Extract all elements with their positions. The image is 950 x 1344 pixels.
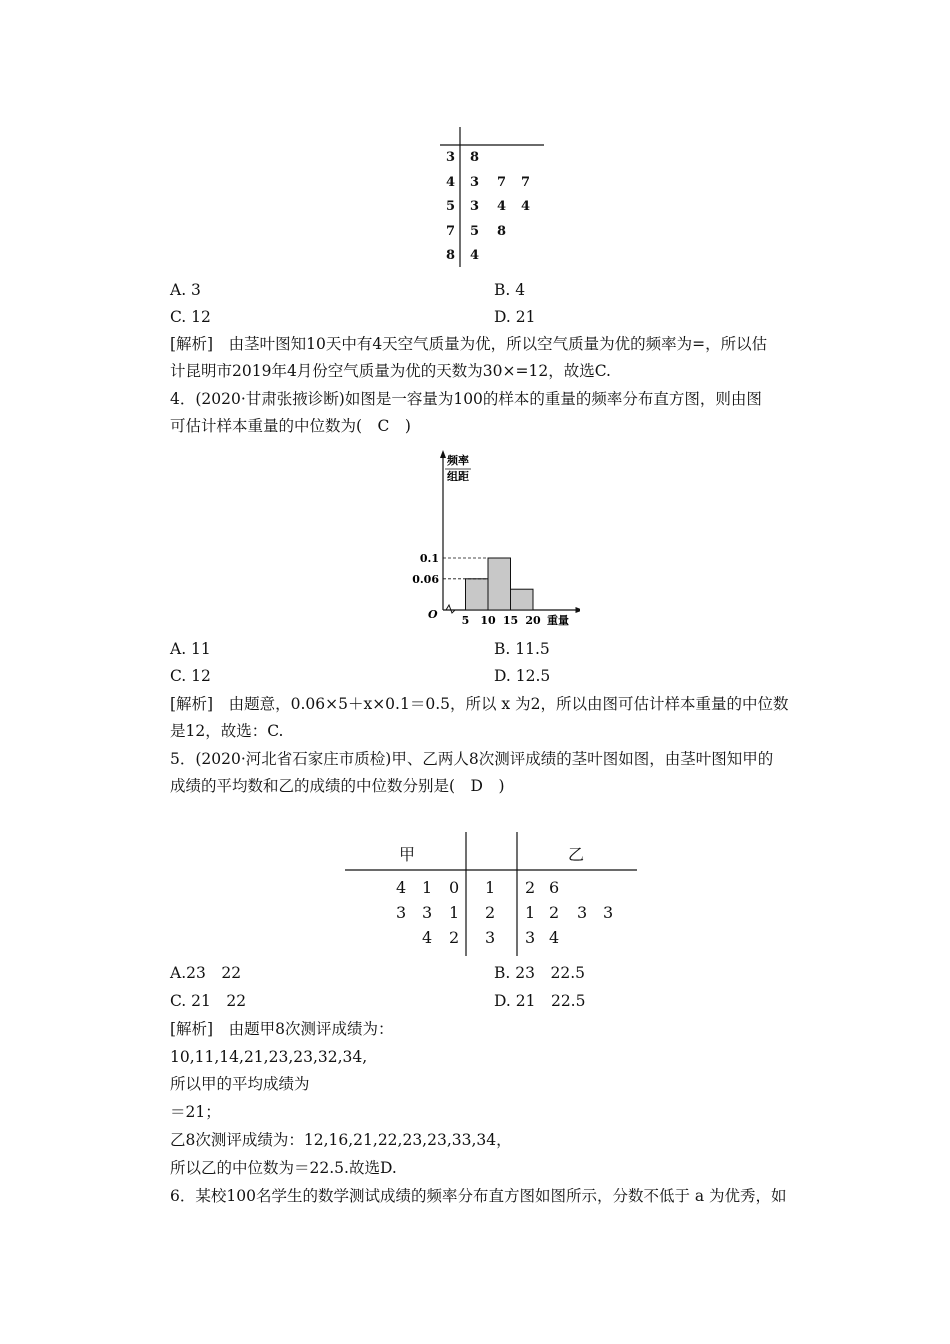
stem-leaf-1-leaf: 7 <box>497 174 507 190</box>
stem-leaf-2-left-leaf: 1 <box>422 878 433 897</box>
stem-leaf-2-right-leaf: 2 <box>525 878 536 897</box>
stem-leaf-1-lines <box>440 125 550 270</box>
q5-option-c: C. 21 22 <box>170 992 247 1010</box>
stem-leaf-2-stem: 1 <box>485 878 496 897</box>
stem-leaf-1-leaf: 4 <box>521 199 531 214</box>
stem-leaf-1-leaf: 5 <box>470 223 480 239</box>
histogram-y-tick-label: 0.06 <box>412 572 439 586</box>
q5-analysis-line4: ＝21； <box>170 1103 221 1121</box>
stem-leaf-2-stem: 2 <box>485 903 496 922</box>
stem-leaf-1-leaf: 7 <box>521 174 531 190</box>
histogram-x-tick-label: 20 <box>525 614 541 627</box>
histogram-y-tick-label: 0.1 <box>419 552 439 565</box>
histogram-x-tick-label: 10 <box>480 614 496 627</box>
histogram-ylabel-bottom: 组距 <box>447 470 469 483</box>
histogram-y-arrow <box>440 450 446 458</box>
histogram-origin-label: O <box>428 608 438 621</box>
histogram-bar <box>511 589 534 610</box>
histogram-x-tick-label: 5 <box>461 614 470 627</box>
stem-leaf-1-leaf: 4 <box>497 199 507 214</box>
histogram-axis-break <box>446 605 455 613</box>
q3-analysis-line1: [解析] 由茎叶图知10天中有4天空气质量为优，所以空气质量为优的频率为=，所以估 <box>170 335 768 353</box>
histogram-x-tick-label: 15 <box>502 614 519 627</box>
stem-leaf-2-stem: 3 <box>485 928 496 947</box>
q5-option-d: D. 21 22.5 <box>494 992 586 1010</box>
stem-leaf-1-leaf: 3 <box>470 174 480 190</box>
q5-option-a: A.23 22 <box>170 964 242 982</box>
stem-leaf-1-leaf: 8 <box>497 223 507 239</box>
q4-option-a: A. 11 <box>170 640 211 658</box>
histogram-ylabel-top: 频率 <box>447 454 469 467</box>
stem-leaf-1-stem: 3 <box>446 150 456 165</box>
q3-option-a: A. 3 <box>170 281 201 299</box>
q5-analysis-line6: 所以乙的中位数为＝22.5.故选D. <box>170 1159 397 1177</box>
histogram-xlabel: 重量 <box>547 614 569 627</box>
frequency-histogram <box>405 450 580 630</box>
stem-leaf-2-right-leaf: 4 <box>549 928 560 947</box>
q3-analysis-line2: 计昆明市2019年4月份空气质量为优的天数为30×=12，故选C. <box>170 362 611 380</box>
stem-leaf-2-left-leaf: 0 <box>449 878 460 897</box>
stem-leaf-2-right-leaf: 3 <box>525 928 536 947</box>
stem-leaf-1-stem: 8 <box>446 248 456 263</box>
stem-leaf-1-stem: 5 <box>446 199 456 214</box>
stem-leaf-1-stem: 4 <box>446 174 456 190</box>
stem-leaf-1-leaf: 3 <box>470 199 480 214</box>
q5-question-line2: 成绩的平均数和乙的成绩的中位数分别是( D ) <box>170 777 505 795</box>
q4-question-line1: 4．(2020·甘肃张掖诊断)如图是一容量为100的样本的重量的频率分布直方图，则由图 <box>170 390 762 408</box>
q4-option-b: B. 11.5 <box>494 640 550 658</box>
stem-leaf-2-right-leaf: 6 <box>549 878 560 897</box>
stem-leaf-2-left-leaf: 4 <box>396 878 407 897</box>
q5-analysis-line5: 乙8次测评成绩为：12,16,21,22,23,23,33,34， <box>170 1131 512 1149</box>
stem-leaf-2-right-leaf: 3 <box>603 903 614 922</box>
q3-option-b: B. 4 <box>494 281 526 299</box>
q4-option-c: C. 12 <box>170 667 211 685</box>
q5-option-b: B. 23 22.5 <box>494 964 585 982</box>
q5-analysis-line3: 所以甲的平均成绩为 <box>170 1075 310 1093</box>
q3-option-c: C. 12 <box>170 308 211 326</box>
stem-leaf-2-left-leaf: 3 <box>396 903 407 922</box>
histogram-x-arrow <box>576 607 581 613</box>
stem-leaf-2-left-leaf: 3 <box>422 903 433 922</box>
stem-leaf-2-right-leaf: 2 <box>549 903 560 922</box>
q4-option-d: D. 12.5 <box>494 667 551 685</box>
q3-option-d: D. 21 <box>494 308 536 326</box>
q4-analysis-line2: 是12，故选：C. <box>170 722 284 740</box>
stem-leaf-2-right-leaf: 1 <box>525 903 536 922</box>
q6-question-line1: 6．某校100名学生的数学测试成绩的频率分布直方图如图所示，分数不低于 a 为优秀，如 <box>170 1187 787 1205</box>
stem-leaf-2-left-leaf: 1 <box>449 903 460 922</box>
stem-leaf-1-leaf: 8 <box>470 150 480 165</box>
stem-leaf-2-left-leaf: 4 <box>422 928 433 947</box>
stem-leaf-2-header-right: 乙 <box>568 845 585 864</box>
stem-leaf-2-right-leaf: 3 <box>577 903 588 922</box>
stem-leaf-2-header-left: 甲 <box>399 845 416 864</box>
histogram-bar <box>488 558 511 610</box>
q4-question-line2: 可估计样本重量的中位数为( C ) <box>170 417 411 435</box>
stem-leaf-1-stem: 7 <box>446 223 456 239</box>
histogram-bar <box>466 579 489 610</box>
stem-leaf-1-leaf: 4 <box>470 248 480 263</box>
stem-leaf-2-left-leaf: 2 <box>449 928 460 947</box>
q4-analysis-line1: [解析] 由题意，0.06×5＋x×0.1＝0.5，所以 x 为2，所以由图可估计样本重量的中位数 <box>170 695 789 713</box>
q5-question-line1: 5．(2020·河北省石家庄市质检)甲、乙两人8次测评成绩的茎叶图如图，由茎叶图知甲的 <box>170 750 774 768</box>
q5-analysis-line1: [解析] 由题甲8次测评成绩为： <box>170 1020 394 1038</box>
q5-analysis-line2: 10,11,14,21,23,23,32,34, <box>170 1048 368 1066</box>
